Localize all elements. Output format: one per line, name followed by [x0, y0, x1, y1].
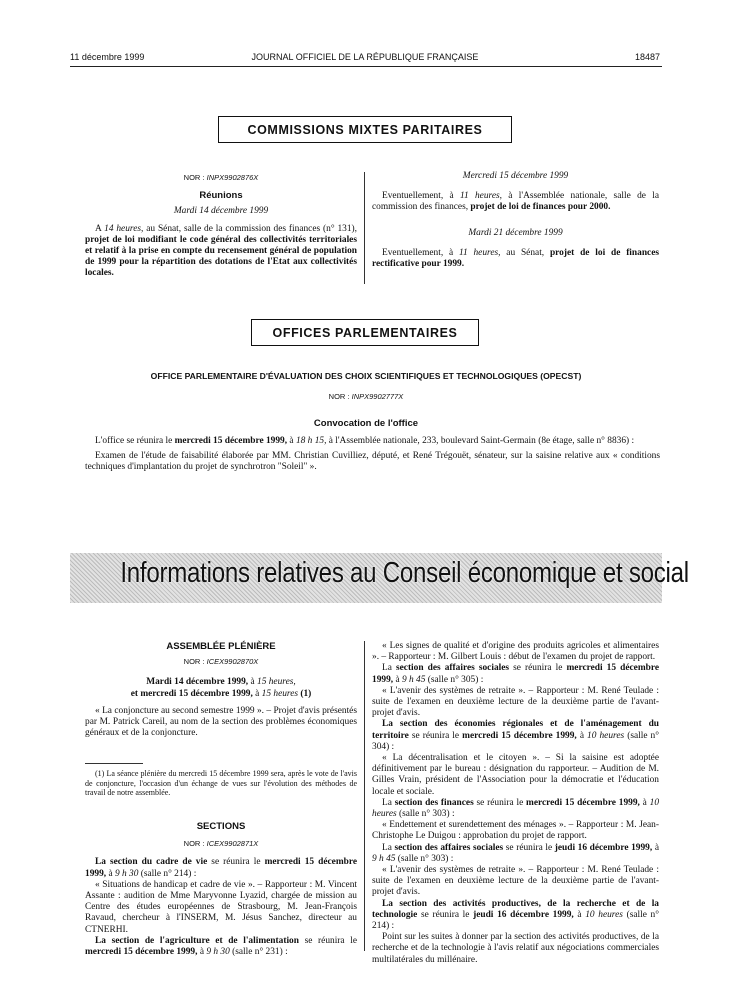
- ap-paragraph: « La conjoncture au second semestre 1999 ». – Projet d'avis présentés par M. Patrick Careil, au nom de la section des problèmes économiques généraux et de la conjoncture.: [85, 705, 357, 739]
- header-date: 11 décembre 1999: [70, 52, 145, 62]
- cmp-right-column: [372, 171, 659, 270]
- cmp-date-2: Mardi 21 décembre 1999: [468, 227, 563, 238]
- section-affaires-sociales-2: La section des affaires sociales se réunira le jeudi 16 décembre 1999, à 9 h 45 (salle n° 303) :: [372, 842, 659, 864]
- ap-date-1: Mardi 14 décembre 1999, à 15 heures,: [146, 677, 296, 688]
- header-journal-title: JOURNAL OFFICIEL DE LA RÉPUBLIQUE FRANÇAISE: [251, 52, 479, 62]
- column-divider: [364, 172, 365, 284]
- ces-left-column: [85, 641, 357, 739]
- nor-label: NOR :: [183, 657, 205, 667]
- footnote-rule: [85, 763, 143, 764]
- ap-date-2: et mercredi 15 décembre 1999, à 15 heures (1): [130, 688, 312, 699]
- section-finances: La section des finances se réunira le mercredi 15 décembre 1999, à 10 heures (salle n° 303) :: [372, 797, 659, 820]
- activites-productives-detail: Point sur les suites à donner par la section des activités productives, de la recherche et de la technologie à l'avis relatif aux négociations commerciales multilatérales du millénaire.: [372, 932, 659, 965]
- op-section-title: [251, 319, 479, 346]
- sections-nor: [85, 838, 357, 849]
- cmp-date: Mardi 14 décembre 1999: [173, 206, 269, 217]
- column-divider: [364, 641, 365, 951]
- op-paragraph-2: Examen de l'étude de faisabilité élaborée par MM. Christian Cuvilliez, député, et René Trégouët, sénateur, sur la saisine relative aux « conditions techniques d'implantation du projet de synchrotron "Soleil" ».: [85, 451, 660, 473]
- cmp-section-title: [218, 116, 512, 143]
- sections-block: [85, 821, 357, 958]
- header-page-number: 18487: [634, 52, 660, 62]
- op-heading: Convocation de l'office: [313, 418, 419, 429]
- cmp-paragraph: A 14 heures, au Sénat, salle de la commission des finances (n° 131), projet de loi modifiant le code général des collectivités territoriales et relatif à la prise en compte du recensement général de population de 1999 pour la répartition des dotations de l'Etat aux collectivités locales.: [85, 223, 357, 279]
- nor-code: INPX9902777X: [351, 392, 404, 401]
- finances-detail: « Endettement et surendettement des ménages ». – Rapporteur : M. Jean-Christophe Le Duigou : approbation du projet de rapport.: [372, 820, 659, 842]
- nor-label: NOR :: [183, 839, 205, 849]
- ces-banner-text: Informations relatives au Conseil économique et social: [120, 557, 689, 589]
- nor-label: NOR :: [183, 173, 205, 182]
- nor-code: ICEX9902870X: [206, 657, 259, 667]
- economies-regionales-detail: « La décentralisation et le citoyen ». – Si la saisine est adoptée définitivement par le bureau : désignation du rapporteur. – Audition de M. Gilles Vrain, président de l'Association pour la démocratie et l'éducation locale et sociale.: [372, 753, 659, 797]
- op-title-text: OFFICES PARLEMENTAIRES: [272, 325, 458, 340]
- affaires-sociales-1-detail: « L'avenir des systèmes de retraite ». – Rapporteur : M. René Teulade : suite de l'examen en deuxième lecture de la deuxième partie de l'avant-projet d'avis.: [372, 685, 659, 719]
- cmp-heading: Réunions: [199, 190, 243, 202]
- cmp-nor: [85, 172, 357, 183]
- cmp-paragraph-2: Eventuellement, à 11 heures, au Sénat, projet de loi de finances rectificative pour 1999.: [372, 247, 660, 270]
- ap-nor: [85, 656, 357, 667]
- header-rule: [70, 66, 662, 67]
- section-economies-regionales: La section des économies régionales et de l'aménagement du territoire se réunira le mercredi 15 décembre 1999, à 10 heures (salle n° 304) :: [372, 719, 659, 752]
- footnote-text: (1) La séance plénière du mercredi 15 décembre 1999 sera, après le vote de l'avis de conjoncture, l'occasion d'un échange de vues sur l'évolution des méthodes de travail de notre assemblée.: [85, 769, 357, 798]
- op-body: [85, 436, 660, 474]
- section-affaires-sociales-1: La section des affaires sociales se réunira le mercredi 15 décembre 1999, à 9 h 45 (salle n° 305) :: [372, 663, 659, 685]
- section-cadre-de-vie: La section du cadre de vie se réunira le mercredi 15 décembre 1999, à 9 h 30 (salle n° 214) :: [85, 857, 357, 879]
- section-cadre-de-vie-detail: « Situations de handicap et cadre de vie ». – Rapporteur : M. Vincent Assante : audition de Mme Maryvonne Lyazid, chargée de mission au Centre des études européennes de Strasbourg, M. Jean-François Ravaud, chercheur à l'INSERM, M. Jésus Sanchez, directeur au CTNERHI.: [85, 879, 357, 935]
- nor-label: NOR :: [328, 392, 350, 401]
- ces-right-column: [372, 641, 659, 966]
- nor-code: ICEX9902871X: [206, 839, 259, 849]
- ces-banner: [70, 553, 689, 603]
- ap-heading: ASSEMBLÉE PLÉNIÈRE: [166, 641, 276, 652]
- agri-detail: « Les signes de qualité et d'origine des produits agricoles et alimentaires ». – Rapporteur : M. Gilbert Louis : début de l'examen du projet de rapport.: [372, 641, 659, 663]
- op-nor: [70, 392, 662, 401]
- nor-code: INPX9902876X: [206, 173, 259, 182]
- section-activites-productives: La section des activités productives, de la recherche et de la technologie se réunira le jeudi 16 décembre 1999, à 10 heures (salle n° 214) :: [372, 898, 659, 932]
- sections-heading: SECTIONS: [196, 821, 246, 832]
- cmp-paragraph-1: Eventuellement, à 11 heures, à l'Assemblée nationale, salle de la commission des finances, projet de loi de finances pour 2000.: [372, 191, 659, 213]
- op-subtitle: OFFICE PARLEMENTAIRE D'ÉVALUATION DES CHOIX SCIENTIFIQUES ET TECHNOLOGIQUES (OPECST): [150, 371, 582, 381]
- cmp-left-column: [85, 172, 357, 280]
- cmp-date-1: Mercredi 15 décembre 1999: [462, 171, 569, 181]
- footnote: [85, 769, 357, 798]
- op-paragraph-1: L'office se réunira le mercredi 15 décembre 1999, à 18 h 15, à l'Assemblée nationale, 233, boulevard Saint-Germain (8e étage, salle n° 8836) :: [95, 436, 635, 446]
- cmp-title-text: COMMISSIONS MIXTES PARITAIRES: [247, 122, 483, 137]
- affaires-sociales-2-detail: « L'avenir des systèmes de retraite ». – Rapporteur : M. René Teulade : suite de l'examen en deuxième lecture de la deuxième partie de l'avant-projet d'avis.: [372, 865, 659, 898]
- section-agriculture: La section de l'agriculture et de l'alimentation se réunira le mercredi 15 décembre 1999, à 9 h 30 (salle n° 231) :: [85, 935, 357, 958]
